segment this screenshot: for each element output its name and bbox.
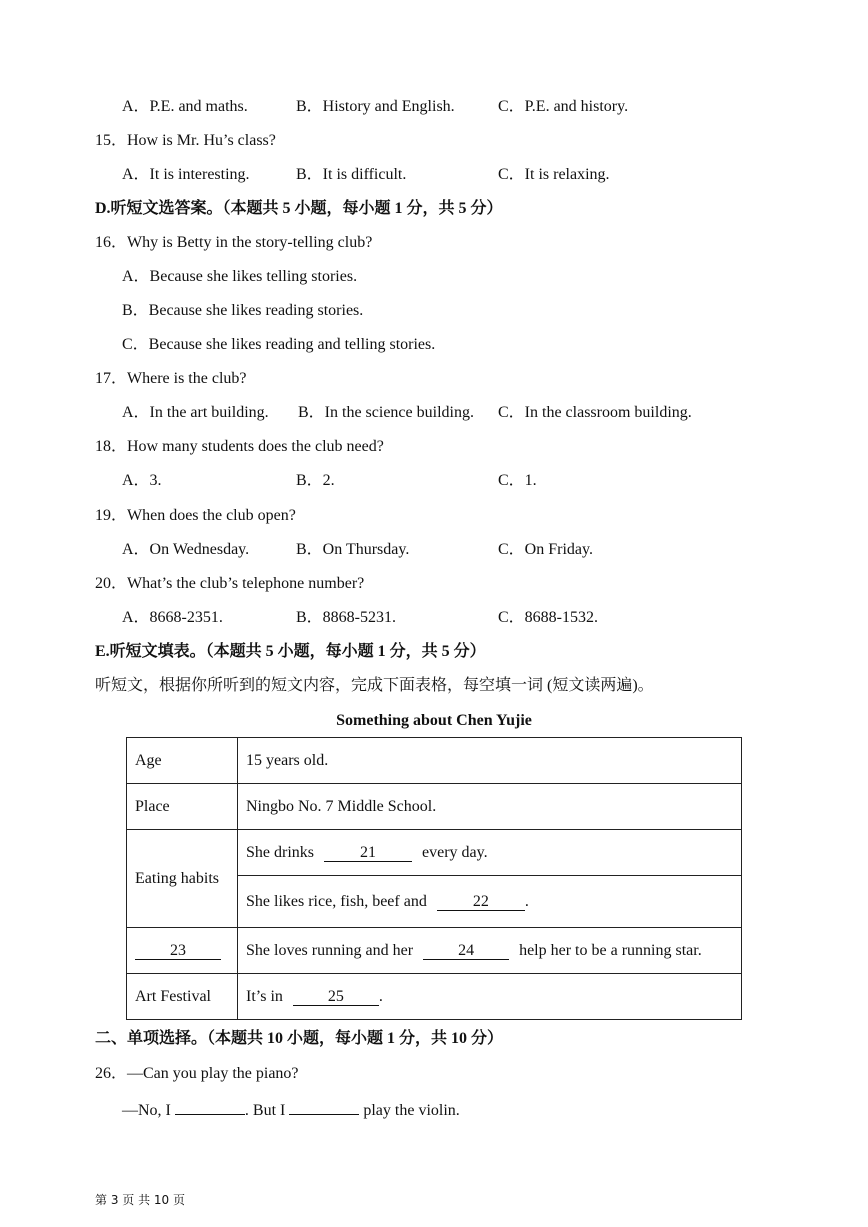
q26-blank-2[interactable] bbox=[289, 1098, 359, 1115]
art-festival-label: Art Festival bbox=[127, 974, 238, 1020]
table-row bbox=[127, 784, 742, 830]
q19-option-b: B．On Thursday. bbox=[296, 541, 410, 558]
eating-2-suffix: . bbox=[524, 892, 529, 910]
q17-stem: 17．Where is the club? bbox=[95, 370, 247, 387]
q18-stem: 18．How many students does the club need? bbox=[95, 438, 384, 455]
q16-stem: 16．Why is Betty in the story-telling club? bbox=[95, 234, 373, 251]
q15-option-b: B．It is difficult. bbox=[296, 166, 407, 183]
row4-prefix: She loves running and her bbox=[246, 941, 414, 959]
art-suffix: . bbox=[378, 987, 383, 1005]
eating-habits-line-1 bbox=[238, 830, 742, 876]
q17-option-a: A．In the art building. bbox=[122, 404, 269, 421]
q15-option-a: A．It is interesting. bbox=[122, 166, 250, 183]
q16-option-a: A．Because she likes telling stories. bbox=[122, 268, 358, 285]
eating-1-suffix: every day. bbox=[422, 843, 488, 861]
q18-option-a: A．3. bbox=[122, 472, 162, 489]
table-row bbox=[127, 738, 742, 784]
q19-stem: 19．When does the club open? bbox=[95, 507, 296, 524]
table-row bbox=[127, 830, 742, 876]
q16-option-b: B．Because she likes reading stories. bbox=[122, 302, 364, 319]
q17-option-c: C．In the classroom building. bbox=[498, 404, 692, 421]
q16-option-c: C．Because she likes reading and telling stories. bbox=[122, 336, 436, 353]
q15-stem: 15．How is Mr. Hu’s class? bbox=[95, 132, 276, 149]
q18-option-c: C．1. bbox=[498, 472, 537, 489]
blank-22[interactable]: 22 bbox=[437, 893, 525, 911]
eating-habits-line-2 bbox=[238, 876, 742, 928]
table-row bbox=[127, 974, 742, 1020]
q20-option-b: B．8868-5231. bbox=[296, 609, 397, 626]
q26-part-c: play the violin. bbox=[363, 1102, 460, 1119]
q18-option-b: B．2. bbox=[296, 472, 335, 489]
row4-suffix: help her to be a running star. bbox=[519, 941, 702, 959]
q17-option-b: B．In the science building. bbox=[298, 404, 474, 421]
q20-option-a: A．8668-2351. bbox=[122, 609, 223, 626]
info-table bbox=[126, 737, 742, 1020]
q19-option-c: C．On Friday. bbox=[498, 541, 593, 558]
blank-24[interactable]: 24 bbox=[423, 942, 509, 960]
section-d-heading: D.听短文选答案。（本题共 5 小题，每小题 1 分，共 5 分） bbox=[95, 200, 503, 217]
age-value: 15 years old. bbox=[238, 738, 742, 784]
place-label: Place bbox=[127, 784, 238, 830]
q20-option-c: C．8688-1532. bbox=[498, 609, 599, 626]
q15-option-c: C．It is relaxing. bbox=[498, 166, 610, 183]
q26-part-b: . But I bbox=[244, 1102, 286, 1119]
blank-23[interactable]: 23 bbox=[135, 942, 221, 960]
eating-habits-label: Eating habits bbox=[127, 830, 238, 928]
q26-stem: 26．—Can you play the piano? bbox=[95, 1065, 299, 1082]
age-label: Age bbox=[127, 738, 238, 784]
section-2-heading: 二、单项选择。（本题共 10 小题，每小题 1 分，共 10 分） bbox=[95, 1030, 504, 1047]
q26-blank-1[interactable] bbox=[175, 1098, 245, 1115]
blank-25[interactable]: 25 bbox=[293, 988, 379, 1006]
q20-stem: 20．What’s the club’s telephone number? bbox=[95, 575, 365, 592]
place-value: Ningbo No. 7 Middle School. bbox=[238, 784, 742, 830]
q14-option-c: C．P.E. and history. bbox=[498, 98, 629, 115]
page-number-footer: 第 3 页 共 10 页 bbox=[95, 1193, 185, 1207]
q26-part-a: —No, I bbox=[122, 1102, 171, 1119]
q19-option-a: A．On Wednesday. bbox=[122, 541, 250, 558]
row4-value bbox=[238, 928, 742, 974]
section-e-heading: E.听短文填表。（本题共 5 小题，每小题 1 分，共 5 分） bbox=[95, 643, 486, 660]
art-festival-value bbox=[238, 974, 742, 1020]
art-prefix: It’s in bbox=[246, 987, 283, 1005]
table-title: Something about Chen Yujie bbox=[336, 712, 532, 729]
table-row bbox=[127, 928, 742, 974]
blank-21[interactable]: 21 bbox=[324, 844, 412, 862]
eating-1-prefix: She drinks bbox=[246, 843, 314, 861]
row4-label-cell bbox=[127, 928, 238, 974]
q14-option-b: B．History and English. bbox=[296, 98, 455, 115]
q14-option-a: A．P.E. and maths. bbox=[122, 98, 248, 115]
section-e-instruction: 听短文，根据你所听到的短文内容，完成下面表格，每空填一词 (短文读两遍)。 bbox=[95, 677, 654, 694]
eating-2-prefix: She likes rice, fish, beef and bbox=[246, 892, 427, 910]
q26-answer-line bbox=[122, 1098, 460, 1121]
